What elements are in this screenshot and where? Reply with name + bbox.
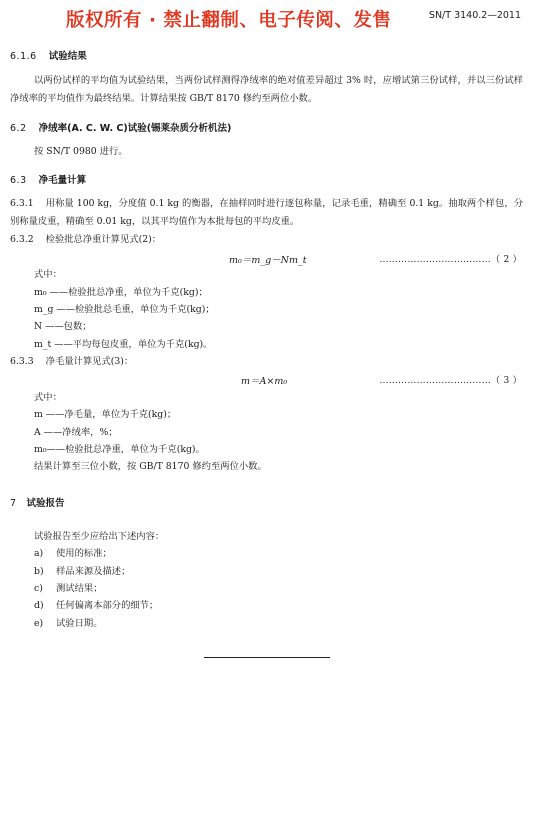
standard-code: SN/T 3140.2—2011 — [428, 10, 521, 21]
section-6-3-2-line — [10, 231, 161, 249]
section-number: 6.2 — [10, 123, 27, 134]
list-item — [34, 580, 103, 598]
section-number: 7 — [10, 498, 17, 509]
section-6-3-1-paragraph — [10, 195, 523, 231]
end-rule — [204, 657, 330, 658]
definition-line: m_g ——检验批总毛重，单位为千克(kg)； — [34, 304, 215, 315]
formula-2: m₀＝m_g－Nm_t — [229, 255, 307, 266]
result-note: 结果计算至三位小数，按 GB/T 8170 修约至两位小数。 — [34, 461, 267, 472]
section-6-3-heading — [10, 172, 86, 186]
equation-number-3: ………………………………（ 3 ） — [379, 376, 522, 386]
list-text: 测试结果； — [56, 583, 103, 594]
section-number: 6.3 — [10, 175, 27, 186]
copyright-watermark: 版权所有 · 禁止翻制、电子传阅、发售 — [66, 10, 392, 31]
list-text: 试验日期。 — [56, 618, 103, 629]
list-label: b) — [34, 566, 44, 577]
section-number: 6.3.1 — [10, 198, 34, 209]
section-title: 试验报告 — [26, 498, 65, 509]
definition-line: m ——净毛量，单位为千克(kg)； — [34, 409, 177, 420]
section-7-heading — [10, 495, 65, 509]
section-6-1-6-heading — [10, 48, 87, 62]
definition-line: N ——包数； — [34, 321, 92, 332]
where-label: 式中： — [34, 269, 62, 280]
definition-line: A ——净绒率，%； — [34, 427, 118, 438]
list-text: 使用的标准； — [56, 548, 112, 559]
section-6-2-heading — [10, 120, 231, 134]
list-item — [34, 615, 103, 633]
where-label: 式中： — [34, 392, 62, 403]
section-6-1-6-paragraph: 以两份试样的平均值为试验结果，当两份试样测得净绒率的绝对值差异超过 3% 时，应增试第三份试样，并以三份试样净绒率的平均值作为最终结果。计算结果按 GB/T 8170 修约至两位小数。 — [10, 75, 523, 104]
formula-3: m＝A×m₀ — [241, 376, 288, 387]
equation-number-2: ………………………………（ 2 ） — [379, 255, 522, 265]
section-number: 6.3.3 — [10, 356, 34, 367]
section-number: 6.3.2 — [10, 234, 34, 245]
report-intro: 试验报告至少应给出下述内容： — [34, 531, 165, 542]
list-item — [34, 545, 112, 563]
section-number: 6.1.6 — [10, 51, 37, 62]
section-6-2-paragraph: 按 SN/T 0980 进行。 — [34, 146, 128, 157]
list-label: c) — [34, 583, 43, 594]
definition-line: m₀ ——检验批总净重，单位为千克(kg)； — [34, 287, 208, 298]
list-label: a) — [34, 548, 44, 559]
definition-line: m₀——检验批总净重，单位为千克(kg)。 — [34, 444, 205, 455]
section-text: 检验批总净重计算见式(2)： — [45, 234, 162, 245]
list-item — [34, 563, 130, 581]
list-item — [34, 597, 158, 615]
list-text: 样品来源及描述； — [56, 566, 131, 577]
section-title: 试验结果 — [48, 51, 87, 62]
section-text: 用称量 100 kg，分度值 0.1 kg 的衡器，在抽样同时进行逐包称量，记录毛重，精确至 0.1 kg。抽取两个样包，分别称量皮重，精确至 0.01 kg，以其平均值作为本批每包的平均皮重。 — [10, 198, 523, 227]
section-title: 净毛量计算 — [38, 175, 87, 186]
list-text: 任何偏离本部分的细节； — [56, 600, 159, 611]
list-label: d) — [34, 600, 44, 611]
section-title: 净绒率(A. C. W. C)试验(锡莱杂质分析机法) — [38, 123, 232, 134]
definition-line: m_t ——平均每包皮重，单位为千克(kg)。 — [34, 339, 213, 350]
list-label: e) — [34, 618, 44, 629]
section-6-3-3-line — [10, 353, 133, 371]
section-text: 净毛量计算见式(3)： — [45, 356, 134, 367]
